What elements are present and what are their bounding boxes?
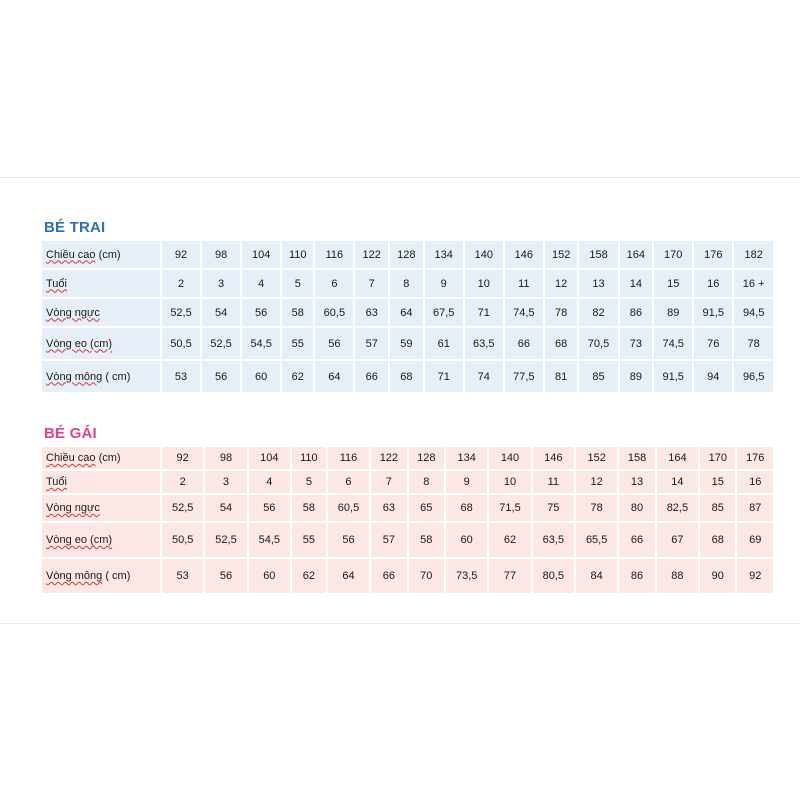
table-row: [42, 471, 773, 493]
table-cell: 67,5: [425, 299, 463, 326]
table-cell: 146: [533, 447, 574, 469]
table-cell: 176: [737, 447, 773, 469]
table-cell: 86: [620, 299, 653, 326]
row-label: [42, 471, 160, 493]
table-cell: 87: [737, 495, 773, 521]
table-cell: 55: [292, 523, 326, 557]
row-label-unit: ( cm): [102, 370, 131, 383]
table-cell: 11: [533, 471, 574, 493]
table-cell: 81: [545, 361, 578, 392]
table-cell: 2: [162, 471, 203, 493]
row-label-unit: (cm): [95, 248, 121, 261]
table-row: [42, 241, 773, 268]
table-row: [42, 495, 773, 521]
row-label-unit: ( cm): [102, 570, 131, 582]
table-cell: 8: [390, 270, 423, 297]
table-cell: 88: [657, 559, 698, 593]
table-cell: 11: [505, 270, 543, 297]
table-cell: 89: [654, 299, 692, 326]
table-cell: 12: [576, 471, 617, 493]
table-cell: 66: [371, 559, 406, 593]
table-cell: 2: [162, 270, 200, 297]
table-cell: 7: [371, 471, 406, 493]
table-cell: 5: [282, 270, 313, 297]
table-cell: 6: [328, 471, 369, 493]
table-row: [42, 299, 773, 326]
table-cell: 73: [620, 328, 653, 359]
table-cell: 78: [734, 328, 773, 359]
table-cell: 57: [371, 523, 406, 557]
table-cell: 65: [409, 495, 444, 521]
table-cell: 98: [205, 447, 246, 469]
table-cell: 140: [465, 241, 503, 268]
table-cell: 84: [576, 559, 617, 593]
table-cell: 96,5: [734, 361, 773, 392]
table-cell: 77,5: [505, 361, 543, 392]
row-label-text: Vòng eo (cm): [46, 534, 113, 546]
table-cell: 13: [579, 270, 617, 297]
table-row: [42, 523, 773, 557]
row-label: [42, 361, 160, 392]
row-label-text: Vòng eo (cm): [46, 337, 113, 350]
table-cell: 53: [162, 559, 203, 593]
table-cell: 170: [700, 447, 735, 469]
table-cell: 66: [619, 523, 654, 557]
table-cell: 66: [355, 361, 388, 392]
row-label-text: Vòng mông: [46, 570, 103, 582]
table-cell: 61: [425, 328, 463, 359]
table-cell: 63: [371, 495, 406, 521]
table-cell: 56: [328, 523, 369, 557]
table-cell: 64: [390, 299, 423, 326]
row-label-text: Tuổi: [46, 476, 67, 488]
table-cell: 62: [489, 523, 530, 557]
table-cell: 4: [242, 270, 280, 297]
table-cell: 50,5: [162, 523, 203, 557]
table-cell: 146: [505, 241, 543, 268]
table-cell: 5: [292, 471, 326, 493]
table-row: [42, 447, 773, 469]
table-cell: 134: [425, 241, 463, 268]
table-cell: 60: [242, 361, 280, 392]
table-cell: 158: [619, 447, 654, 469]
table-cell: 56: [205, 559, 246, 593]
table-cell: 85: [579, 361, 617, 392]
girls-size-table: [40, 445, 775, 595]
table-cell: 74,5: [505, 299, 543, 326]
table-cell: 70,5: [579, 328, 617, 359]
table-row: [42, 559, 773, 593]
table-cell: 92: [162, 447, 203, 469]
table-cell: 71: [425, 361, 463, 392]
table-cell: 56: [242, 299, 280, 326]
table-cell: 116: [328, 447, 369, 469]
table-cell: 98: [202, 241, 240, 268]
table-cell: 14: [657, 471, 698, 493]
row-label: [42, 523, 160, 557]
table-cell: 65,5: [576, 523, 617, 557]
row-label-unit: (cm): [95, 452, 121, 464]
table-cell: 60,5: [328, 495, 369, 521]
table-cell: 52,5: [162, 495, 203, 521]
table-row: [42, 270, 773, 297]
table-cell: 62: [292, 559, 326, 593]
table-cell: 66: [505, 328, 543, 359]
table-cell: 86: [619, 559, 654, 593]
table-cell: 67: [657, 523, 698, 557]
table-cell: 170: [654, 241, 692, 268]
table-cell: 52,5: [205, 523, 246, 557]
row-label-text: Vòng ngực: [46, 502, 100, 514]
table-cell: 75: [533, 495, 574, 521]
table-cell: 128: [409, 447, 444, 469]
table-cell: 58: [282, 299, 313, 326]
table-cell: 13: [619, 471, 654, 493]
table-row: [42, 328, 773, 359]
table-cell: 50,5: [162, 328, 200, 359]
table-cell: 77: [489, 559, 530, 593]
table-cell: 10: [465, 270, 503, 297]
table-cell: 70: [409, 559, 444, 593]
table-cell: 54,5: [242, 328, 280, 359]
table-cell: 176: [694, 241, 732, 268]
table-cell: 6: [315, 270, 353, 297]
row-label: [42, 299, 160, 326]
table-cell: 68: [700, 523, 735, 557]
row-label-text: Chiều cao: [46, 248, 96, 261]
table-cell: 7: [355, 270, 388, 297]
table-cell: 62: [282, 361, 313, 392]
table-cell: 90: [700, 559, 735, 593]
table-cell: 128: [390, 241, 423, 268]
table-cell: 14: [620, 270, 653, 297]
table-cell: 92: [162, 241, 200, 268]
table-cell: 122: [355, 241, 388, 268]
table-cell: 82: [579, 299, 617, 326]
table-cell: 60,5: [315, 299, 353, 326]
row-label: [42, 241, 160, 268]
table-cell: 52,5: [202, 328, 240, 359]
table-cell: 59: [390, 328, 423, 359]
table-cell: 85: [700, 495, 735, 521]
table-cell: 78: [576, 495, 617, 521]
row-label: [42, 328, 160, 359]
table-cell: 54: [202, 299, 240, 326]
table-cell: 152: [545, 241, 578, 268]
table-cell: 116: [315, 241, 353, 268]
row-label-text: Vòng ngực: [46, 306, 100, 319]
table-cell: 91,5: [694, 299, 732, 326]
table-cell: 63,5: [465, 328, 503, 359]
table-cell: 56: [315, 328, 353, 359]
table-cell: 52,5: [162, 299, 200, 326]
table-cell: 55: [282, 328, 313, 359]
table-cell: 71: [465, 299, 503, 326]
table-cell: 78: [545, 299, 578, 326]
table-cell: 91,5: [654, 361, 692, 392]
table-cell: 60: [446, 523, 487, 557]
table-cell: 158: [579, 241, 617, 268]
table-cell: 58: [292, 495, 326, 521]
table-cell: 92: [737, 559, 773, 593]
row-label: [42, 270, 160, 297]
table-cell: 54: [205, 495, 246, 521]
table-cell: 94: [694, 361, 732, 392]
table-cell: 68: [446, 495, 487, 521]
table-cell: 9: [425, 270, 463, 297]
row-label-text: Tuổi: [46, 277, 67, 290]
table-cell: 58: [409, 523, 444, 557]
row-label-text: Vòng mông: [46, 370, 103, 383]
table-cell: 73,5: [446, 559, 487, 593]
table-cell: 164: [657, 447, 698, 469]
size-chart-sheet: [0, 177, 800, 624]
table-cell: 64: [328, 559, 369, 593]
table-cell: 68: [390, 361, 423, 392]
table-cell: 182: [734, 241, 773, 268]
table-cell: 9: [446, 471, 487, 493]
table-cell: 74,5: [654, 328, 692, 359]
table-cell: 8: [409, 471, 444, 493]
boys-size-table: [40, 239, 775, 394]
table-cell: 110: [282, 241, 313, 268]
table-cell: 63,5: [533, 523, 574, 557]
table-cell: 56: [202, 361, 240, 392]
row-label: [42, 447, 160, 469]
table-cell: 4: [249, 471, 290, 493]
table-cell: 56: [249, 495, 290, 521]
table-cell: 134: [446, 447, 487, 469]
table-cell: 15: [654, 270, 692, 297]
table-cell: 82,5: [657, 495, 698, 521]
row-label-text: Chiều cao: [46, 452, 96, 464]
table-cell: 3: [202, 270, 240, 297]
table-cell: 53: [162, 361, 200, 392]
row-label: [42, 559, 160, 593]
table-cell: 80: [619, 495, 654, 521]
girls-section-title: BÉ GÁI: [44, 425, 97, 442]
row-label: [42, 495, 160, 521]
table-cell: 16: [694, 270, 732, 297]
table-cell: 57: [355, 328, 388, 359]
table-cell: 3: [205, 471, 246, 493]
boys-section-title: BÉ TRAI: [44, 219, 106, 236]
table-cell: 104: [249, 447, 290, 469]
table-cell: 76: [694, 328, 732, 359]
table-cell: 64: [315, 361, 353, 392]
table-cell: 164: [620, 241, 653, 268]
table-cell: 152: [576, 447, 617, 469]
table-cell: 110: [292, 447, 326, 469]
table-cell: 89: [620, 361, 653, 392]
table-cell: 74: [465, 361, 503, 392]
table-cell: 140: [489, 447, 530, 469]
table-cell: 12: [545, 270, 578, 297]
table-cell: 10: [489, 471, 530, 493]
table-cell: 15: [700, 471, 735, 493]
table-cell: 60: [249, 559, 290, 593]
table-cell: 54,5: [249, 523, 290, 557]
table-cell: 80,5: [533, 559, 574, 593]
table-cell: 122: [371, 447, 406, 469]
table-cell: 69: [737, 523, 773, 557]
table-cell: 94,5: [734, 299, 773, 326]
table-cell: 104: [242, 241, 280, 268]
table-cell: 16 +: [734, 270, 773, 297]
table-cell: 68: [545, 328, 578, 359]
table-row: [42, 361, 773, 392]
table-cell: 16: [737, 471, 773, 493]
table-cell: 63: [355, 299, 388, 326]
table-cell: 71,5: [489, 495, 530, 521]
